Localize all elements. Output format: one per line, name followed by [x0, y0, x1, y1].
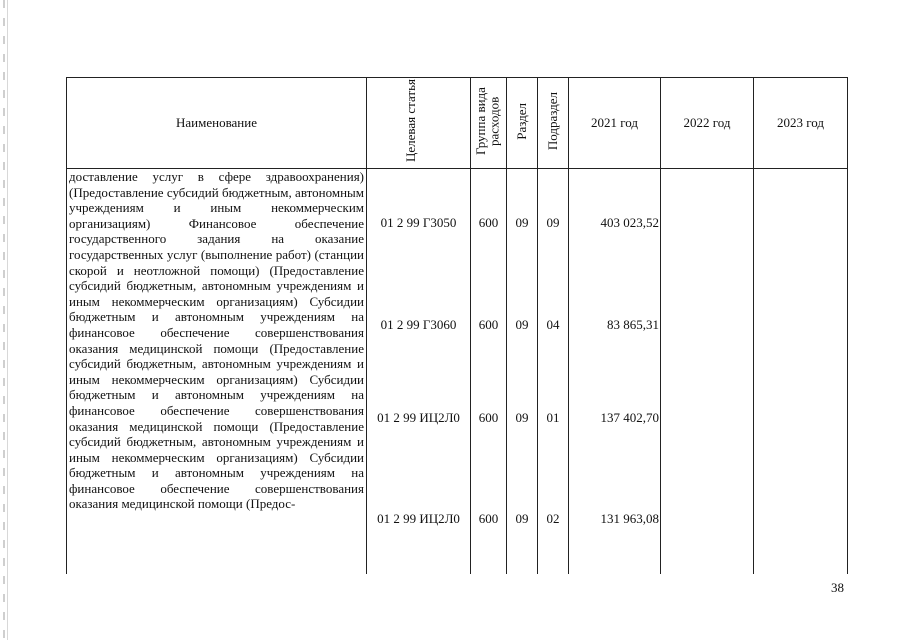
row-4-2021: 131 963,08 — [600, 511, 659, 526]
row-2-subsection: 04 — [546, 317, 560, 332]
section-column — [507, 169, 538, 575]
header-subsection-label: Подраздел — [545, 91, 561, 151]
budget-table — [66, 77, 848, 574]
header-2021: 2021 год — [569, 78, 661, 169]
row-1-subsection: 09 — [546, 215, 560, 230]
row-1-section: 09 — [515, 215, 529, 230]
header-article — [367, 78, 471, 169]
header-section — [507, 78, 538, 169]
table-header-row — [67, 78, 848, 169]
row-1-group: 600 — [478, 215, 499, 230]
row-3-subsection: 01 — [546, 410, 560, 425]
header-article-label: Целевая статья — [402, 79, 418, 163]
subsection-column — [538, 169, 569, 575]
row-1-article: 01 2 99 Г3050 — [380, 215, 457, 230]
article-column — [367, 169, 471, 575]
row-4-article: 01 2 99 ИЦ2Л0 — [377, 511, 460, 526]
row-2-2021: 83 865,31 — [607, 317, 659, 332]
y2021-column — [569, 169, 661, 575]
row-2-section: 09 — [515, 317, 529, 332]
header-group-label: Группа вида расходов — [472, 87, 502, 155]
header-section-label: Раздел — [514, 102, 530, 140]
header-group — [471, 78, 507, 169]
row-2-article: 01 2 99 Г3060 — [380, 317, 457, 332]
binding-margin-line — [7, 0, 8, 640]
row-3-2021: 137 402,70 — [600, 410, 659, 425]
y2022-column — [661, 169, 754, 575]
group-column — [471, 169, 507, 575]
page-number: 38 — [831, 580, 844, 595]
row-3-group: 600 — [478, 410, 499, 425]
row-2-group: 600 — [478, 317, 499, 332]
header-subsection — [538, 78, 569, 169]
row-4-group: 600 — [478, 511, 499, 526]
binding-margin-marks — [3, 0, 5, 640]
row-3-article: 01 2 99 ИЦ2Л0 — [377, 410, 460, 425]
header-name: Наименование — [67, 78, 367, 169]
row-4-subsection: 02 — [546, 511, 560, 526]
name-column — [67, 169, 367, 575]
table-body — [67, 169, 848, 575]
row-3-section: 09 — [515, 410, 529, 425]
header-2023: 2023 год — [754, 78, 848, 169]
row-4-section: 09 — [515, 511, 529, 526]
y2023-column — [754, 169, 848, 575]
row-1-2021: 403 023,52 — [600, 215, 659, 230]
header-2022: 2022 год — [661, 78, 754, 169]
name-text: доставление услуг в сфере здравоохранения) (Предоставление субсидий бюджетным, автономным учреждениям и иным некоммерческим организациям) Финансовое обеспечение государственного задания на оказание государственных услуг (выполнение работ) (станции скорой и неотложной помощи) (Предоставление субсидий бюджетным, автономным учреждениям и иным некоммерческим организациям) Субсидии бюджетным и автономным учреждениям на финансовое обеспечение совершенствования оказания медицинской помощи (Предоставление субсидий бюджетным, автономным учреждениям и иным некоммерческим организациям) Субсидии бюджетным и автономным учреждениям на финансовое обеспечение совершенствования оказания медицинской помощи (Предоставление субсидий бюджетным, автономным учреждениям и иным некоммерческим организациям) Субсидии бюджетным и автономным учреждениям на финансовое обеспечение совершенствования оказания медицинской помощи (Предос- — [69, 169, 364, 512]
